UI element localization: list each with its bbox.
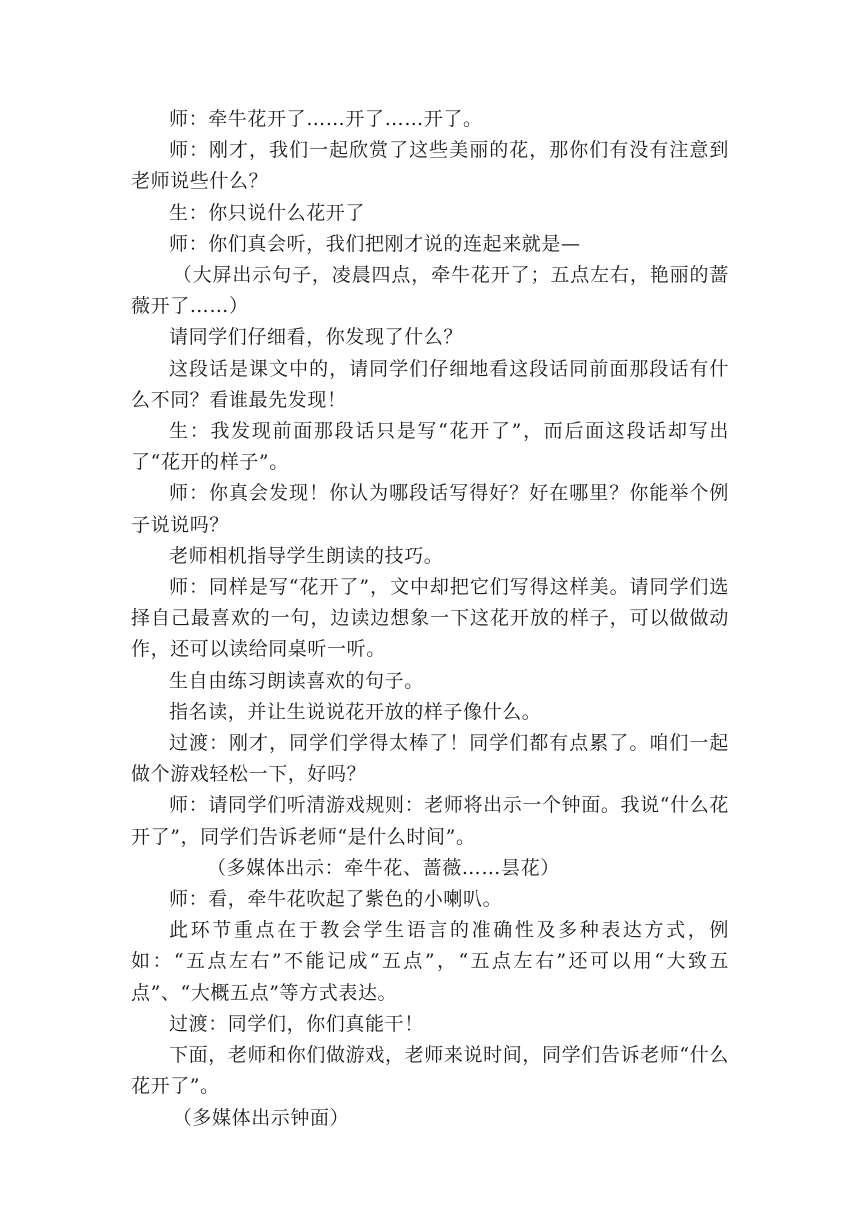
paragraph-19: 过渡：同学们，你们真能干！ (169, 1012, 424, 1035)
paragraph-13: 指名读，并让生说说花开放的样子像什么。 (169, 700, 542, 723)
paragraph-10: 老师相机指导学生朗读的技巧。 (169, 544, 444, 567)
paragraph-6: 请同学们仔细看，你发现了什么？ (169, 326, 464, 349)
paragraph-11: 师：同样是写“花开了”，文中却把它们写得这样美。请同学们选择自己最喜欢的一句，边读边想象一下这花开放的样子，可以做做动作，还可以读给同桌听一听。 (131, 576, 729, 661)
paragraph-15: 师：请同学们听清游戏规则：老师将出示一个钟面。我说“什么花开了”，同学们告诉老师“是什么时间”。 (131, 794, 729, 848)
paragraph-3: 生：你只说什么花开了 (169, 201, 366, 224)
paragraph-8: 生：我发现前面那段话只是写“花开了”，而后面这段话却写出了“花开的样子”。 (131, 420, 729, 474)
paragraph-4: 师：你们真会听，我们把刚才说的连起来就是— (169, 232, 581, 255)
paragraph-2: 师：刚才，我们一起欣赏了这些美丽的花，那你们有没有注意到老师说些什么？ (131, 139, 729, 193)
paragraph-14: 过渡：刚才，同学们学得太棒了！同学们都有点累了。咱们一起做个游戏轻松一下，好吗？ (131, 732, 729, 786)
paragraph-18: 此环节重点在于教会学生语言的准确性及多种表达方式，例如：“五点左右”不能记成“五点”，“五点左右”还可以用“大致五点”、“大概五点”等方式表达。 (131, 919, 729, 1004)
paragraph-5: （大屏出示句子，凌晨四点，牵牛花开了；五点左右，艳丽的蔷薇开了……） (131, 264, 729, 318)
paragraph-12: 生自由练习朗读喜欢的句子。 (169, 669, 424, 692)
paragraph-16: （多媒体出示：牵牛花、蔷薇……昙花） (207, 856, 560, 879)
paragraph-20: 下面，老师和你们做游戏，老师来说时间，同学们告诉老师“什么花开了”。 (131, 1044, 729, 1098)
paragraph-21: （多媒体出示钟面） (172, 1106, 350, 1129)
paragraph-17: 师：看，牵牛花吹起了紫色的小喇叭。 (169, 888, 503, 911)
paragraph-9: 师：你真会发现！你认为哪段话写得好？好在哪里？你能举个例子说说吗？ (131, 482, 729, 536)
paragraph-7: 这段话是课文中的，请同学们仔细地看这段话同前面那段话有什么不同？看谁最先发现！ (131, 357, 729, 411)
paragraph-1: 师：牵牛花开了……开了……开了。 (169, 108, 483, 130)
